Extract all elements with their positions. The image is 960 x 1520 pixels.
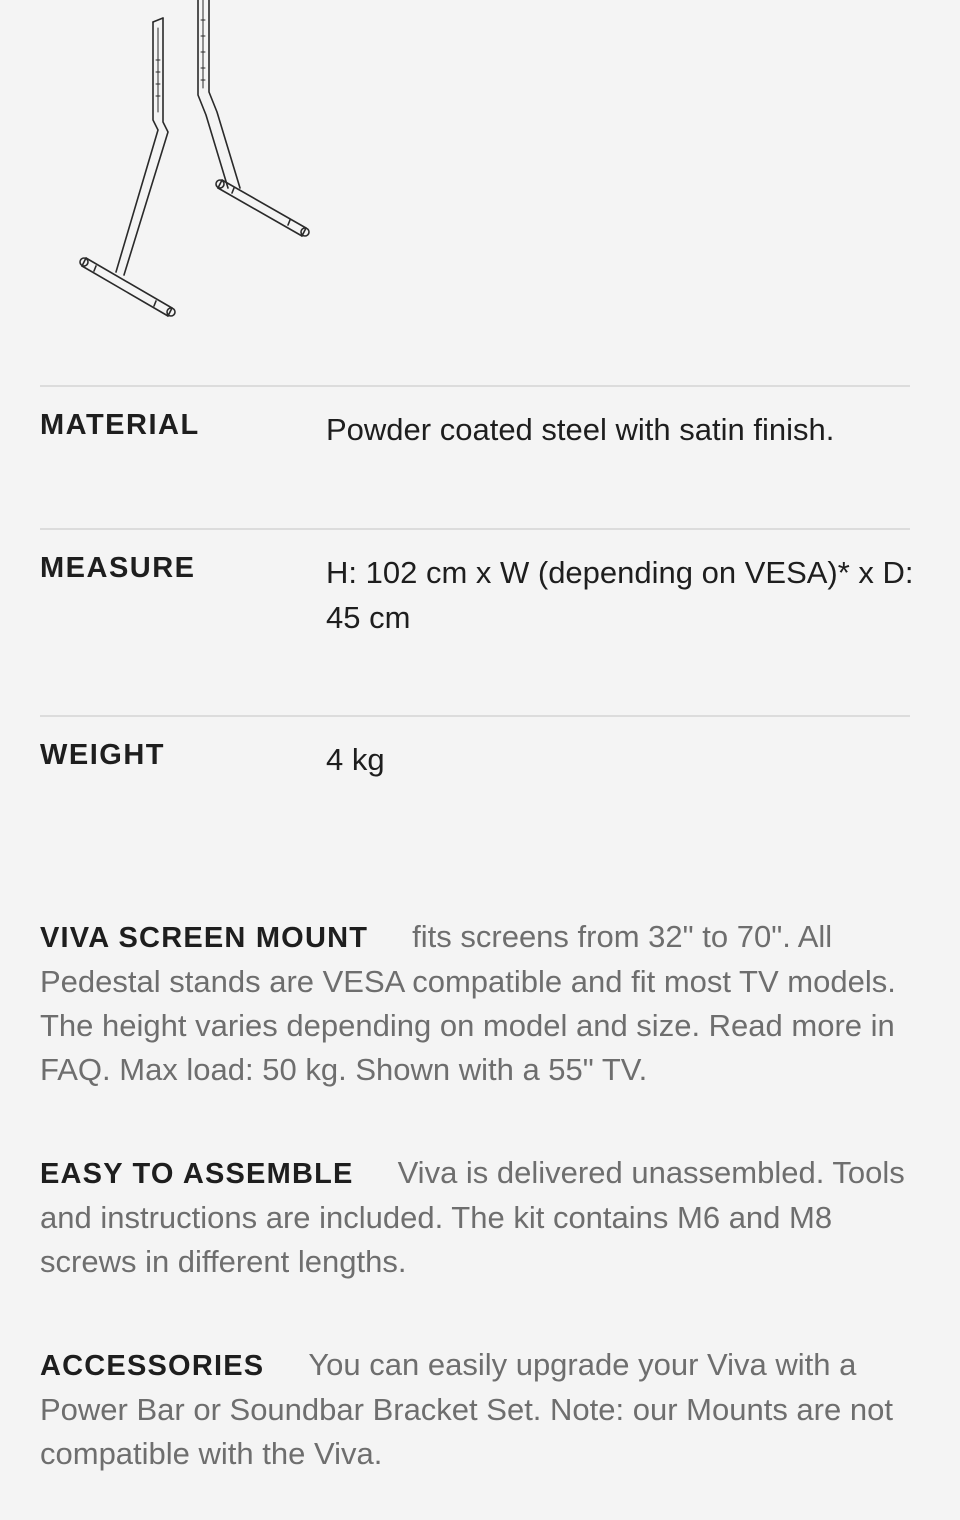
description-easy-to-assemble xyxy=(40,1151,925,1284)
description-accessories xyxy=(40,1343,925,1476)
description-screen-mount xyxy=(40,915,925,1092)
spec-row-measure xyxy=(40,528,914,715)
spec-row-weight xyxy=(40,715,910,817)
spec-table xyxy=(40,385,914,817)
description-text-screen-mount: fits screens from 32" to 70". All Pedestal stands are VESA compatible and fit most TV models. The height varies depending on model and size. Read more in FAQ. Max load: 50 kg. Shown with a 55" TV. xyxy=(40,919,896,1087)
description-text-assemble: Viva is delivered unassembled. Tools and instructions are included. The kit contains M6 and M8 screws in different lengths. xyxy=(40,1155,905,1279)
spec-label-measure: MEASURE xyxy=(40,552,196,584)
spec-value-weight: 4 kg xyxy=(326,742,385,777)
stand-legs-illustration xyxy=(0,0,400,340)
description-heading-accessories: ACCESSORIES xyxy=(40,1350,265,1382)
description-heading-screen-mount: VIVA SCREEN MOUNT xyxy=(40,922,369,954)
description-heading-assemble: EASY TO ASSEMBLE xyxy=(40,1158,354,1190)
spec-label-weight: WEIGHT xyxy=(40,739,165,771)
spec-label-material: MATERIAL xyxy=(40,409,200,441)
spec-value-measure: H: 102 cm x W (depending on VESA)* x D: 45 cm xyxy=(326,555,914,635)
spec-value-material: Powder coated steel with satin finish. xyxy=(326,412,835,447)
spec-row-material xyxy=(40,385,910,528)
description-text-accessories: You can easily upgrade your Viva with a Power Bar or Soundbar Bracket Set. Note: our Mounts are not compatible with the Viva. xyxy=(40,1347,893,1471)
